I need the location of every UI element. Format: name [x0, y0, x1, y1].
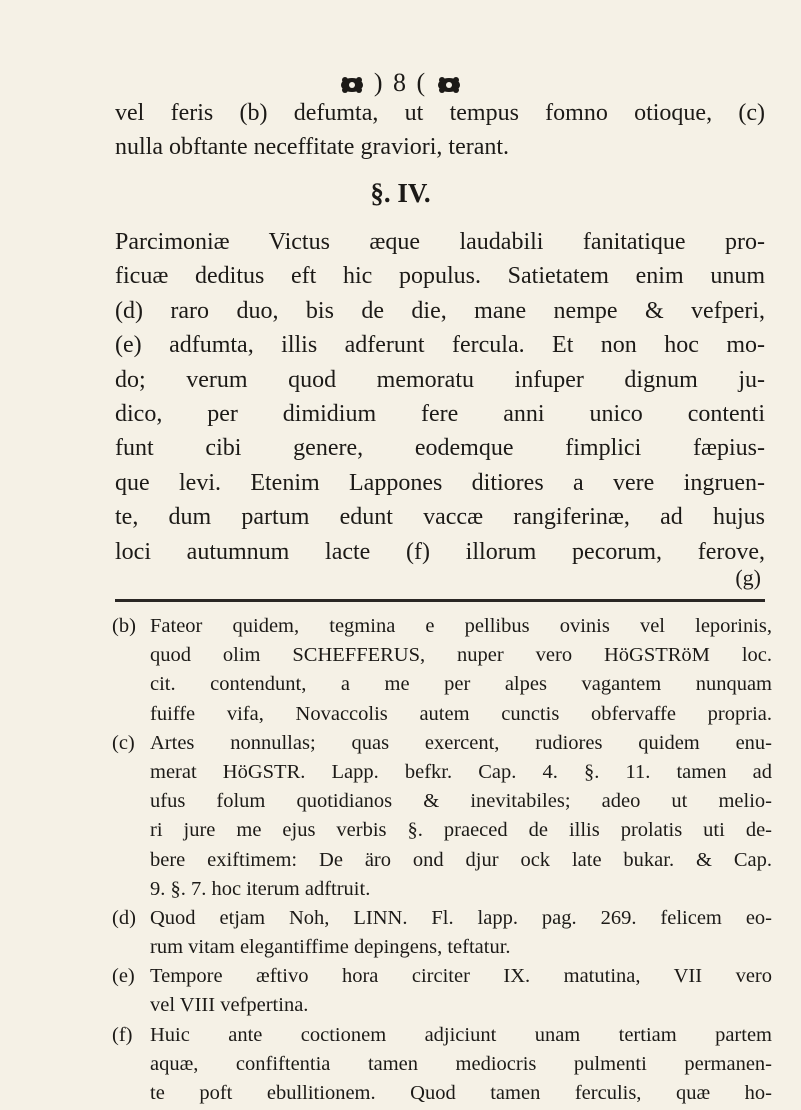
left-ornament-icon: [339, 76, 365, 94]
footnote-label: (d): [112, 906, 136, 929]
text-line: dico, per dimidium fere anni unico contenti: [115, 400, 765, 427]
text-line: funt cibi genere, eodemque fimplici fæpius-: [115, 435, 765, 462]
text-line: (d) raro duo, bis de die, mane nempe & vefperi,: [115, 297, 765, 324]
text-line: ficuæ deditus eft hic populus. Satietatem enim unum: [115, 263, 765, 290]
footnote-divider: [115, 599, 765, 602]
footnote-line: quod olim SCHEFFERUS, nuper vero HöGSTRöM loc.: [150, 644, 772, 667]
text-line: te, dum partum edunt vaccæ rangiferinæ, ad hujus: [115, 504, 765, 531]
footnote-line: aquæ, confiftentia tamen mediocris pulmenti permanen-: [150, 1052, 772, 1075]
footnote-e: [112, 962, 772, 1020]
footnote-line: fuiffe vifa, Novaccolis autem cunctis obfervaffe propria.: [150, 702, 772, 725]
footnote-label: (e): [112, 965, 135, 988]
catchword: (g): [735, 565, 761, 590]
footnote-line: ri jure me ejus verbis §. praeced de illis prolatis uti de-: [150, 819, 772, 842]
footnote-line: te poft ebullitionem. Quod tamen ferculis, quæ ho-: [150, 1082, 772, 1104]
intro-paragraph: [115, 96, 765, 165]
footnote-line: bere exiftimem: De äro ond djur ock late bukar. & Cap.: [150, 848, 772, 871]
footnote-label: (b): [112, 615, 136, 637]
running-header: [0, 68, 801, 98]
footnotes: [112, 612, 772, 1108]
footnote-line: merat HöGSTR. Lapp. befkr. Cap. 4. §. 11. tamen ad: [150, 760, 772, 783]
footnote-line: cit. contendunt, a me per alpes vagantem nunquam: [150, 673, 772, 696]
footnote-f: [112, 1021, 772, 1109]
footnote-b: [112, 612, 772, 729]
footnote-line: rum vitam elegantiffime depingens, teftatur.: [150, 936, 511, 959]
text-line: (e) adfumta, illis adferunt fercula. Et non hoc mo-: [115, 332, 765, 359]
footnote-line: Huic ante coctionem adjiciunt unam tertiam partem: [150, 1023, 772, 1046]
footnote-line: Tempore æftivo hora circiter IX. matutina, VII vero: [150, 965, 772, 988]
page-number: ) 8 (: [373, 68, 428, 97]
text-line: nulla obftante neceffitate graviori, terant.: [115, 134, 510, 161]
text-line: Parcimoniæ Victus æque laudabili fanitatique pro-: [115, 229, 765, 255]
footnote-line: ufus folum quotidianos & inevitabiles; adeo ut melio-: [150, 790, 772, 813]
text-line: que levi. Etenim Lappones ditiores a vere ingruen-: [115, 469, 765, 496]
footnote-label: (f): [112, 1023, 133, 1046]
footnote-d: [112, 904, 772, 962]
section-heading: §. IV.: [370, 178, 431, 208]
text-line: do; verum quod memoratu infuper dignum ju-: [115, 366, 765, 393]
footnote-c: [112, 729, 772, 904]
body-paragraph: [115, 225, 765, 569]
footnote-line: 9. §. 7. hoc iterum adftruit.: [150, 877, 371, 900]
right-ornament-icon: [436, 76, 462, 94]
text-line: vel feris (b) defumta, ut tempus fomno otioque, (c): [115, 100, 765, 126]
footnote-line: Fateor quidem, tegmina e pellibus ovinis vel leporinis,: [150, 615, 772, 637]
footnote-line: Quod etjam Noh, LINN. Fl. lapp. pag. 269. felicem eo-: [150, 906, 772, 929]
footnote-line: vel VIII vefpertina.: [150, 994, 309, 1017]
text-line: loci autumnum lacte (f) illorum pecorum, ferove,: [115, 538, 765, 565]
footnote-label: (c): [112, 731, 135, 754]
footnote-line: Artes nonnullas; quas exercent, rudiores quidem enu-: [150, 731, 772, 754]
